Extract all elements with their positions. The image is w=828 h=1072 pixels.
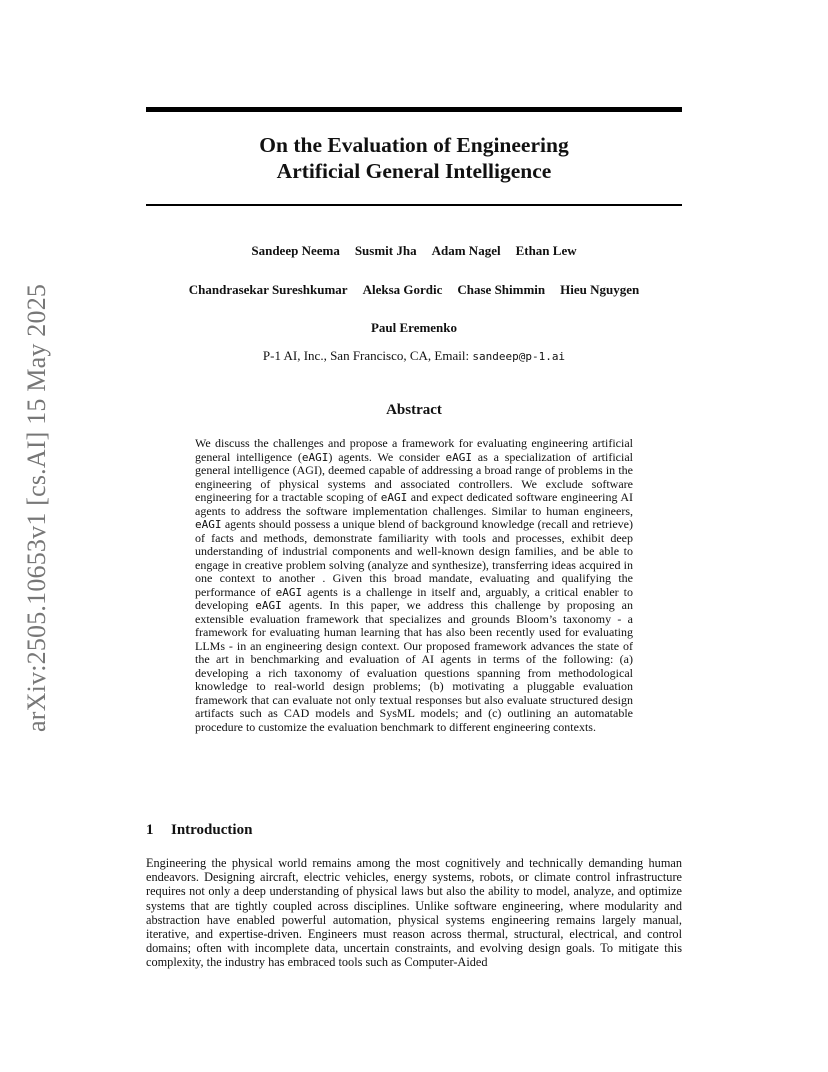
title-top-rule <box>146 107 682 112</box>
section-heading-introduction <box>146 822 252 839</box>
abstract-text: ) agents. We consider <box>328 449 446 464</box>
author-name: Sandeep Neema <box>251 243 340 258</box>
author-name: Paul Eremenko <box>370 320 458 335</box>
title-bottom-rule <box>146 204 682 206</box>
title-line-2: Artificial General Intelligence <box>276 159 552 183</box>
abstract-text: We discuss the challenges and propose a framework for evaluating engineering artificial general intelligence ( <box>195 436 633 464</box>
author-name: Susmit Jha <box>354 243 417 258</box>
abstract-code-term: eAGI <box>445 450 472 464</box>
arxiv-identifier-stamp: arXiv:2505.10653v1 [cs.AI] 15 May 2025 <box>22 283 51 732</box>
abstract-text: agents. In this paper, we address this challenge by proposing an extensible evaluation framework that specializes and grounds Bloom’s taxonomy - a framework for evaluating human learning that has also been recently used for evaluating LLMs - in an engineering design context. Our proposed framework advances the state of the art in benchmarking and evaluation of AI agents in terms of the following: (a) developing a rich taxonomy of evaluation questions spanning from methodological knowledge to real-world design problems; (b) motivating a pluggable evaluation framework that can evaluate not only textual responses but also evaluate structured design artifacts such as CAD models and SysML models; and (c) outlining an automatable procedure to customize the evaluation benchmark to different engineering contexts. <box>195 598 633 734</box>
author-name: Hieu Nguygen <box>560 282 640 297</box>
abstract-text: as a specialization of artificial general intelligence (AGI), deemed capable of addressing a broad range of problems in the engineering of physical systems and associated controllers. We exclude software engineering for a tractable scoping of <box>195 449 634 504</box>
abstract-body <box>195 437 633 734</box>
section-title: Introduction <box>171 822 253 838</box>
contact-email: sandeep@p-1.ai <box>472 350 566 363</box>
abstract-code-term: eAGI <box>195 518 222 531</box>
introduction-paragraph: Engineering the physical world remains among the most cognitively and technically demanding human endeavors. Designing aircraft, electric vehicles, energy systems, robots, or climate control infrastructure requires not only a deep understanding of physical laws but also the ability to model, analyze, and optimize systems that are tightly coupled across disciplines. Unlike software engineering, where modularity and abstraction have enabled powerful automation, physical systems engineering remains largely manual, iterative, and expertise-driven. Engineers must reason across thermal, structural, electrical, and control domains; often with incomplete data, uncertain constraints, and evolving design goals. To mitigate this complexity, the industry has embraced tools such as Computer-Aided <box>146 856 682 970</box>
author-name: Chandrasekar Sureshkumar <box>188 282 348 297</box>
abstract-heading: Abstract <box>386 402 442 418</box>
author-row-1 <box>146 243 682 259</box>
abstract-text: and expect dedicated software engineering AI agents to address the software implementation challenges. Similar to human engineers, <box>195 490 633 518</box>
abstract-text: agents is a challenge in itself and, arguably, a critical enabler to developing <box>195 584 633 612</box>
section-number: 1 <box>146 822 154 838</box>
abstract-code-term: eAGI <box>255 599 282 612</box>
abstract-code-term: eAGI <box>301 450 329 464</box>
author-row-3 <box>146 320 682 336</box>
author-name: Aleksa Gordic <box>362 282 443 297</box>
author-row-2 <box>146 282 682 298</box>
affiliation-text: P-1 AI, Inc., San Francisco, CA, Email: <box>262 348 473 363</box>
abstract-code-term: eAGI <box>275 585 303 599</box>
paper-title <box>146 132 682 184</box>
author-name: Chase Shimmin <box>457 282 546 297</box>
author-name: Ethan Lew <box>515 243 577 258</box>
abstract-text: agents should possess a unique blend of background knowledge (recall and retrieve) of facts and methods, demonstrate familiarity with tools and processes, exhibit deep understanding of industrial components and well-known design families, and be able to engage in creative problem solving (analyze and synthesize), transferring ideas acquired in one context to another . Given this broad mandate, evaluating and qualifying the performance of <box>195 517 633 599</box>
author-name: Adam Nagel <box>431 243 501 258</box>
title-line-1: On the Evaluation of Engineering <box>259 133 569 157</box>
author-affiliation <box>146 348 682 364</box>
abstract-code-term: eAGI <box>380 491 408 504</box>
